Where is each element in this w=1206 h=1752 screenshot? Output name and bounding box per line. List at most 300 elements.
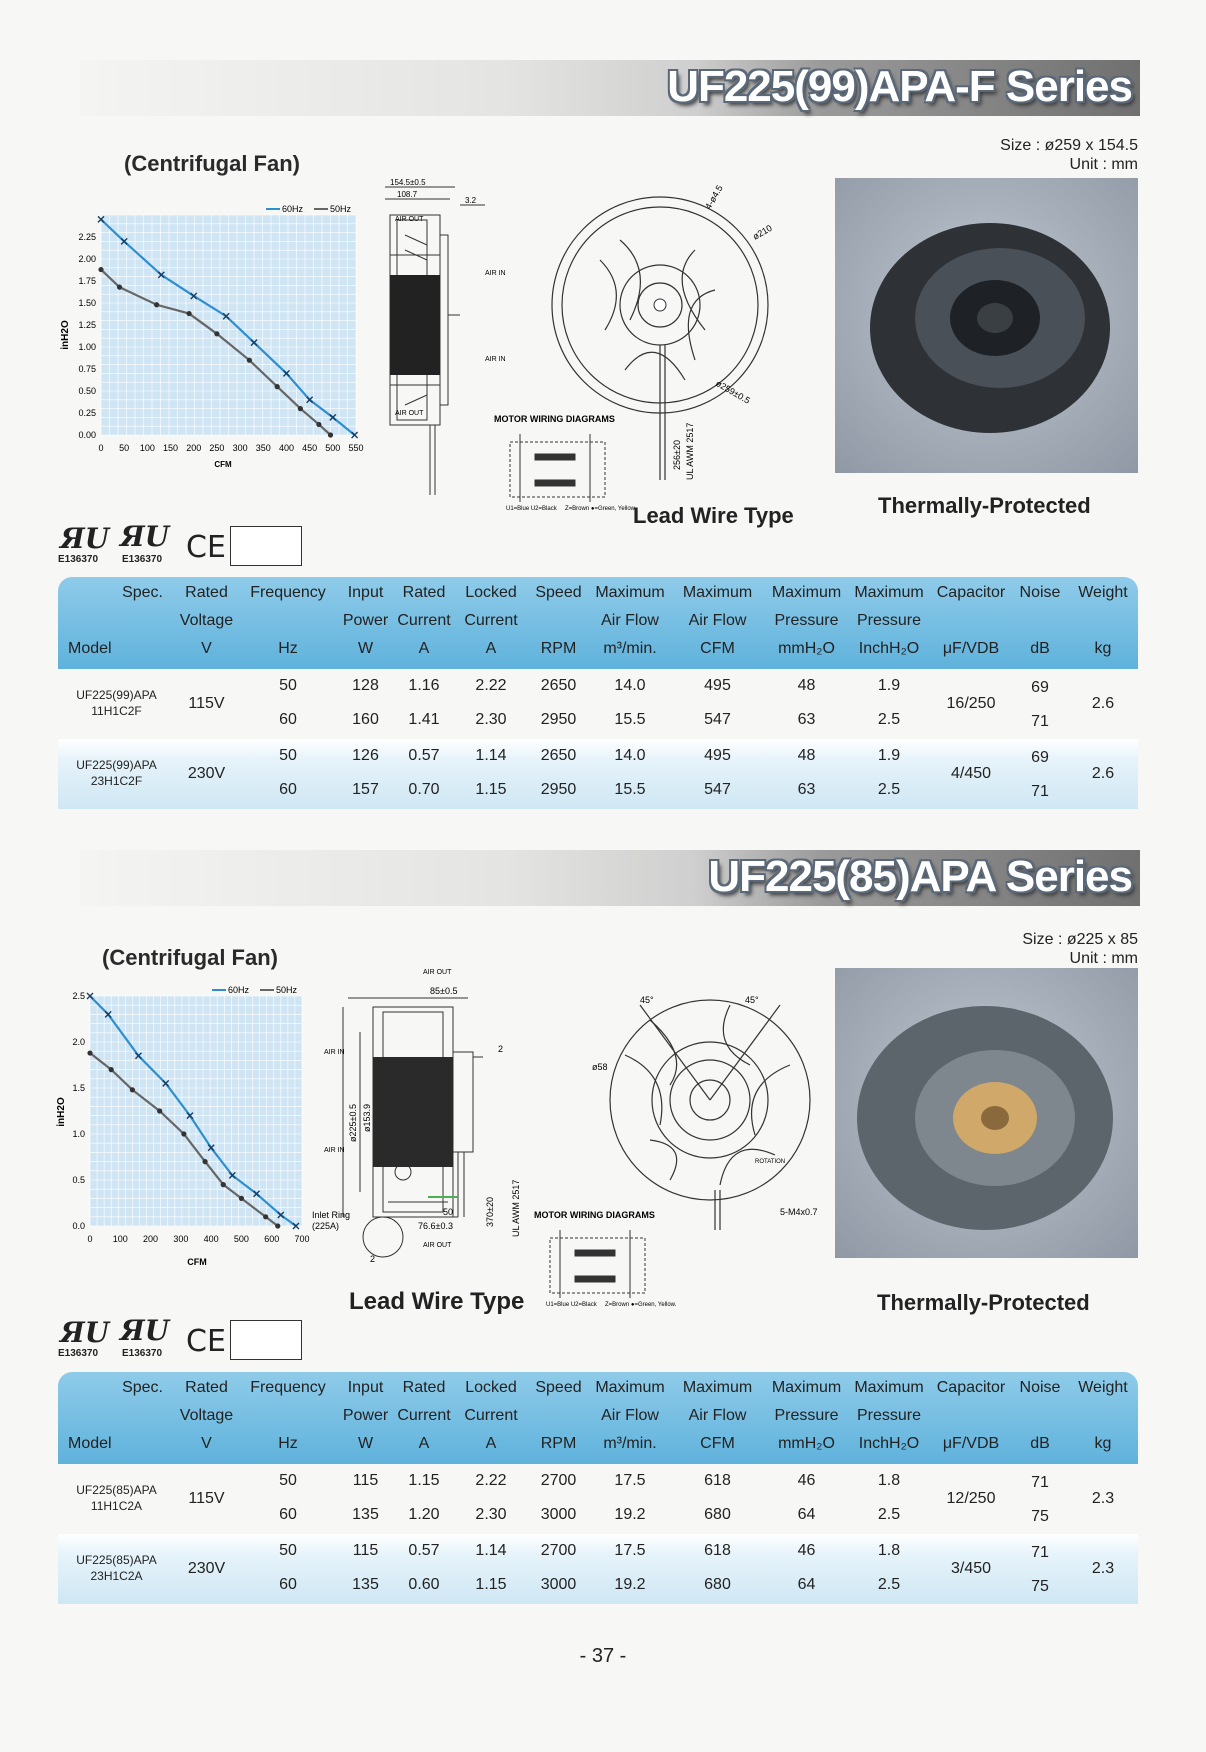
data-point bbox=[239, 1196, 244, 1201]
header-cell: RPM bbox=[540, 1435, 577, 1452]
data-point bbox=[157, 1108, 162, 1113]
data-point bbox=[87, 1050, 92, 1055]
y-tick-label: 0.25 bbox=[78, 408, 96, 418]
table-cell: 1.8 bbox=[877, 1542, 901, 1559]
header-cell: Model bbox=[68, 640, 112, 657]
table-cell: 547 bbox=[704, 781, 731, 798]
y-tick-label: 2.00 bbox=[78, 254, 96, 264]
header-cell: Current bbox=[397, 1407, 451, 1424]
model-name: UF225(85)APA bbox=[76, 1483, 157, 1497]
header-cell: V bbox=[201, 640, 212, 657]
y-tick-label: 1.50 bbox=[78, 298, 96, 308]
pressure-flow-chart-2 bbox=[52, 982, 312, 1272]
table-header bbox=[58, 1372, 1138, 1464]
table-cell: 135 bbox=[352, 1506, 379, 1523]
y-tick-label: 2.5 bbox=[72, 991, 85, 1001]
cert-number: E136370 bbox=[58, 1348, 99, 1359]
inlet-ring-label: (225A) bbox=[312, 1221, 340, 1231]
side-view-drawing-2 bbox=[308, 962, 528, 1272]
header-cell: Current bbox=[464, 612, 518, 629]
table-header bbox=[58, 577, 1138, 669]
air-in-label: AIR IN bbox=[324, 1147, 345, 1154]
header-cell: Spec. bbox=[122, 1379, 163, 1396]
x-tick-label: 250 bbox=[209, 443, 225, 453]
weight-cell: 2.3 bbox=[1091, 1560, 1115, 1577]
air-out-label: AIR OUT bbox=[395, 216, 424, 223]
section-1-title: UF225(99)APA-F Series bbox=[667, 62, 1132, 111]
header-cell: Maximum bbox=[771, 1379, 842, 1396]
x-tick-label: 200 bbox=[143, 1234, 159, 1244]
table-cell: 160 bbox=[352, 711, 379, 728]
table-cell: 17.5 bbox=[614, 1472, 646, 1489]
x-tick-label: 50 bbox=[119, 443, 130, 453]
data-point bbox=[275, 384, 280, 389]
pressure-flow-chart-1 bbox=[56, 195, 366, 470]
air-in-label: AIR IN bbox=[485, 270, 506, 277]
header-cell: mmH₂O bbox=[778, 1435, 835, 1452]
unit-line: Unit : mm bbox=[1069, 156, 1138, 173]
y-tick-label: 2.25 bbox=[78, 232, 96, 242]
ce-mark: CE bbox=[186, 530, 226, 565]
header-cell: Capacitor bbox=[936, 1379, 1006, 1396]
wire-length-label: 256±20 bbox=[672, 440, 682, 470]
header-cell: Speed bbox=[535, 1379, 582, 1396]
cul-logo: ЯU bbox=[120, 1314, 170, 1347]
noise-cell: 75 bbox=[1031, 1578, 1049, 1595]
x-tick-label: 400 bbox=[203, 1234, 219, 1244]
header-cell: Maximum bbox=[595, 584, 665, 601]
section-2-subtitle: (Centrifugal Fan) bbox=[102, 945, 278, 970]
voltage-cell: 115V bbox=[188, 695, 225, 712]
weight-cell: 2.3 bbox=[1091, 1490, 1115, 1507]
table-cell: 50 bbox=[279, 677, 297, 694]
table-cell: 0.70 bbox=[408, 781, 440, 798]
y-tick-label: 0.0 bbox=[72, 1221, 85, 1231]
header-cell: Spec. bbox=[122, 584, 163, 601]
x-tick-label: 350 bbox=[255, 443, 271, 453]
header-cell: Maximum bbox=[854, 584, 924, 601]
legend-label: 50Hz bbox=[330, 204, 352, 214]
tuv-certified-logo bbox=[230, 526, 302, 566]
x-tick-label: 200 bbox=[186, 443, 202, 453]
holes-label: 4-ø4.5 bbox=[703, 183, 725, 211]
data-point bbox=[328, 432, 333, 437]
table-cell: 1.15 bbox=[475, 1576, 507, 1593]
header-cell: Voltage bbox=[179, 1407, 234, 1424]
table-cell: 50 bbox=[279, 1542, 297, 1559]
dim-label: 2 bbox=[498, 1044, 504, 1054]
wiring-title: MOTOR WIRING DIAGRAMS bbox=[534, 1210, 655, 1220]
header-cell: Input bbox=[347, 1379, 384, 1396]
inlet-ring-label: Inlet Ring bbox=[312, 1210, 351, 1220]
header-cell: Maximum bbox=[771, 584, 842, 601]
header-cell: InchH₂O bbox=[858, 1435, 920, 1452]
table-cell: 60 bbox=[279, 1506, 297, 1523]
x-tick-label: 100 bbox=[112, 1234, 128, 1244]
air-in-label: AIR IN bbox=[324, 1049, 345, 1056]
header-cell: Air Flow bbox=[601, 1407, 659, 1424]
fan-image bbox=[835, 178, 1138, 473]
header-cell: A bbox=[418, 1435, 430, 1452]
weight-cell: 2.6 bbox=[1091, 695, 1115, 712]
table-cell: 2.22 bbox=[475, 677, 507, 694]
header-cell: Power bbox=[342, 1407, 389, 1424]
table-cell: 63 bbox=[797, 711, 816, 728]
table-cell: 17.5 bbox=[614, 1542, 646, 1559]
noise-cell: 71 bbox=[1031, 783, 1049, 800]
header-cell: InchH₂O bbox=[858, 640, 920, 657]
header-cell: Speed bbox=[535, 584, 582, 601]
noise-cell: 71 bbox=[1031, 1474, 1049, 1491]
table-cell: 495 bbox=[704, 677, 731, 694]
table-cell: 3000 bbox=[540, 1576, 577, 1593]
header-cell: Pressure bbox=[856, 1407, 922, 1424]
model-name: 11H1C2A bbox=[90, 1499, 143, 1513]
air-out-label: AIR OUT bbox=[395, 410, 424, 417]
section-1-banner bbox=[80, 60, 1140, 116]
table-cell: 2.5 bbox=[877, 781, 901, 798]
size-line: Size : ø225 x 85 bbox=[1022, 931, 1138, 948]
screws-label: 5-M4x0.7 bbox=[780, 1207, 818, 1217]
header-cell: Rated bbox=[185, 584, 228, 601]
capacitor-cell: 16/250 bbox=[946, 695, 996, 712]
section-2-banner bbox=[80, 850, 1140, 906]
cert-number: E136370 bbox=[122, 1348, 163, 1359]
table-cell: 1.15 bbox=[408, 1472, 440, 1489]
ul-logo: ЯU bbox=[60, 522, 110, 555]
table-cell: 618 bbox=[704, 1472, 731, 1489]
thermal-caption: Thermally-Protected bbox=[878, 493, 1091, 518]
angle-label: 45° bbox=[640, 995, 654, 1005]
section-2-title: UF225(85)APA Series bbox=[708, 852, 1132, 901]
table-cell: 0.57 bbox=[408, 747, 440, 764]
table-cell: 2700 bbox=[540, 1542, 577, 1559]
header-cell: Pressure bbox=[856, 612, 922, 629]
table-cell: 1.9 bbox=[877, 677, 901, 694]
noise-cell: 75 bbox=[1031, 1508, 1049, 1525]
diameter-label: ø210 bbox=[751, 222, 774, 242]
header-cell: Voltage bbox=[179, 612, 234, 629]
cert-number: E136370 bbox=[58, 554, 99, 565]
table-cell: 3000 bbox=[540, 1506, 577, 1523]
voltage-cell: 115V bbox=[188, 1490, 225, 1507]
header-cell: Maximum bbox=[854, 1379, 924, 1396]
data-point bbox=[221, 1182, 226, 1187]
header-cell: dB bbox=[1030, 640, 1050, 657]
data-point bbox=[202, 1159, 207, 1164]
table-cell: 14.0 bbox=[614, 747, 646, 764]
noise-cell: 69 bbox=[1031, 749, 1049, 766]
table-cell: 618 bbox=[704, 1542, 731, 1559]
wire-spec-label: UL AWM 2517 bbox=[511, 1179, 521, 1237]
model-name: 11H1C2F bbox=[91, 704, 142, 718]
noise-cell: 69 bbox=[1031, 679, 1049, 696]
header-cell: Capacitor bbox=[936, 584, 1006, 601]
table-cell: 680 bbox=[704, 1506, 731, 1523]
diameter-label: ø153.9 bbox=[362, 1103, 372, 1132]
header-cell: Maximum bbox=[595, 1379, 665, 1396]
capacitor-cell: 12/250 bbox=[946, 1490, 996, 1507]
front-view-drawing-2 bbox=[580, 985, 830, 1245]
cul-logo: ЯU bbox=[120, 520, 170, 553]
y-tick-label: 0.50 bbox=[78, 386, 96, 396]
table-cell: 2.30 bbox=[475, 1506, 507, 1523]
header-cell: mmH₂O bbox=[778, 640, 835, 657]
table-cell: 2.5 bbox=[877, 1576, 901, 1593]
x-tick-label: 500 bbox=[325, 443, 341, 453]
y-tick-label: 1.00 bbox=[78, 342, 96, 352]
header-cell: V bbox=[201, 1435, 212, 1452]
table-cell: 1.9 bbox=[877, 747, 901, 764]
x-tick-label: 0 bbox=[98, 443, 104, 453]
header-cell: Rated bbox=[402, 584, 446, 601]
header-cell: Frequency bbox=[250, 584, 326, 601]
header-cell: A bbox=[485, 640, 497, 657]
table-cell: 2650 bbox=[540, 677, 577, 694]
tuv-certified-logo bbox=[230, 1320, 302, 1360]
voltage-cell: 230V bbox=[187, 765, 226, 782]
header-cell: Rated bbox=[402, 1379, 446, 1396]
voltage-cell: 230V bbox=[187, 1560, 226, 1577]
table-cell: 60 bbox=[279, 711, 297, 728]
table-cell: 46 bbox=[797, 1472, 816, 1489]
lead-wire-caption: Lead Wire Type bbox=[633, 503, 794, 528]
header-cell: Maximum bbox=[682, 584, 753, 601]
wiring-legend: U1=Blue U2=Black bbox=[546, 1302, 597, 1308]
header-cell: m³/min. bbox=[603, 640, 657, 657]
header-cell: Hz bbox=[278, 1435, 298, 1452]
x-tick-label: 600 bbox=[264, 1234, 280, 1244]
dim-label: 154.5±0.5 bbox=[390, 178, 426, 187]
x-tick-label: 300 bbox=[173, 1234, 189, 1244]
header-cell: μF/VDB bbox=[942, 1435, 1000, 1452]
air-out-label: AIR OUT bbox=[423, 1242, 452, 1249]
header-cell: A bbox=[418, 640, 430, 657]
dim-label: 108.7 bbox=[397, 190, 418, 199]
data-point bbox=[186, 311, 191, 316]
dim-label: 2 bbox=[370, 1254, 376, 1264]
ul-logo: ЯU bbox=[60, 1316, 110, 1349]
header-cell: kg bbox=[1094, 1435, 1112, 1452]
table-cell: 1.20 bbox=[408, 1506, 440, 1523]
header-cell: Air Flow bbox=[688, 1407, 747, 1424]
data-point bbox=[117, 285, 122, 290]
capacitor-cell: 3/450 bbox=[950, 1560, 992, 1577]
model-name: 23H1C2F bbox=[90, 774, 143, 788]
table-cell: 64 bbox=[797, 1506, 816, 1523]
table-cell: 19.2 bbox=[614, 1506, 646, 1523]
header-cell: RPM bbox=[540, 640, 577, 657]
y-axis-label: inH2O bbox=[60, 320, 71, 350]
data-point bbox=[181, 1131, 186, 1136]
table-cell: 48 bbox=[797, 747, 816, 764]
wiring-legend: U1=Blue U2=Black bbox=[506, 506, 557, 512]
x-tick-label: 100 bbox=[139, 443, 155, 453]
x-tick-label: 400 bbox=[278, 443, 294, 453]
data-point bbox=[154, 302, 159, 307]
header-cell: Weight bbox=[1078, 584, 1128, 601]
x-tick-label: 500 bbox=[233, 1234, 249, 1244]
table-cell: 46 bbox=[797, 1542, 816, 1559]
section-2-size bbox=[1022, 930, 1138, 968]
table-cell: 64 bbox=[797, 1576, 816, 1593]
header-cell: Pressure bbox=[774, 612, 839, 629]
header-cell: μF/VDB bbox=[942, 640, 1000, 657]
header-cell: Air Flow bbox=[688, 612, 747, 629]
wire-length-label: 370±20 bbox=[485, 1197, 495, 1227]
dim-label: 50 bbox=[443, 1207, 454, 1217]
header-cell: A bbox=[485, 1435, 497, 1452]
wiring-legend: Z=Brown ●=Green, Yellow bbox=[565, 506, 635, 512]
table-cell: 0.57 bbox=[408, 1542, 440, 1559]
table-cell: 48 bbox=[797, 677, 816, 694]
table-cell: 14.0 bbox=[614, 677, 646, 694]
table-cell: 1.8 bbox=[877, 1472, 901, 1489]
header-cell: Frequency bbox=[250, 1379, 326, 1396]
x-tick-label: 150 bbox=[163, 443, 179, 453]
diameter-label: ø225±0.5 bbox=[348, 1104, 358, 1142]
header-cell: Locked bbox=[465, 1379, 517, 1396]
certification-marks-1 bbox=[58, 520, 308, 568]
section-1-size bbox=[1000, 136, 1138, 174]
table-cell: 2650 bbox=[540, 747, 577, 764]
fan-photo-1 bbox=[835, 178, 1138, 473]
y-tick-label: 0.75 bbox=[78, 364, 96, 374]
table-cell: 2.30 bbox=[475, 711, 507, 728]
rotation-label: ROTATION bbox=[755, 1159, 786, 1165]
y-tick-label: 1.0 bbox=[72, 1129, 85, 1139]
table-cell: 2.5 bbox=[877, 1506, 901, 1523]
table-cell: 1.15 bbox=[475, 781, 507, 798]
table-cell: 15.5 bbox=[614, 711, 646, 728]
lead-wire-caption: Lead Wire Type bbox=[349, 1288, 525, 1315]
header-cell: kg bbox=[1094, 640, 1112, 657]
diameter-label: ø259±0.5 bbox=[714, 378, 752, 406]
legend-label: 50Hz bbox=[276, 985, 298, 995]
data-point bbox=[214, 331, 219, 336]
table-cell: 2950 bbox=[540, 781, 577, 798]
table-cell: 0.60 bbox=[408, 1576, 440, 1593]
table-cell: 50 bbox=[279, 1472, 297, 1489]
data-point bbox=[298, 406, 303, 411]
dim-label: 76.6±0.3 bbox=[418, 1221, 453, 1231]
data-point bbox=[263, 1214, 268, 1219]
x-tick-label: 450 bbox=[302, 443, 318, 453]
table-cell: 1.14 bbox=[475, 1542, 507, 1559]
table-cell: 126 bbox=[352, 747, 379, 764]
header-cell: W bbox=[357, 640, 374, 657]
wiring-legend: Z=Brown ●=Green, Yellow. bbox=[605, 1302, 677, 1308]
header-cell: Pressure bbox=[774, 1407, 839, 1424]
y-tick-label: 1.25 bbox=[78, 320, 96, 330]
legend-label: 60Hz bbox=[228, 985, 250, 995]
header-cell: Locked bbox=[465, 584, 517, 601]
dim-label: 85±0.5 bbox=[430, 986, 458, 996]
model-name: UF225(85)APA bbox=[76, 1553, 157, 1567]
thermal-caption: Thermally-Protected bbox=[877, 1290, 1090, 1315]
x-axis-label: CFM bbox=[187, 1257, 207, 1267]
page-number: - 37 - bbox=[579, 1645, 627, 1667]
capacitor-cell: 4/450 bbox=[950, 765, 992, 782]
header-cell: dB bbox=[1030, 1435, 1050, 1452]
header-cell: CFM bbox=[700, 640, 735, 657]
unit-line: Unit : mm bbox=[1069, 950, 1138, 967]
legend-label: 60Hz bbox=[282, 204, 304, 214]
table-cell: 60 bbox=[279, 1576, 297, 1593]
model-name: UF225(99)APA bbox=[76, 688, 157, 702]
ce-mark: CE bbox=[186, 1324, 226, 1359]
data-point bbox=[130, 1087, 135, 1092]
table-cell: 15.5 bbox=[614, 781, 646, 798]
data-point bbox=[109, 1067, 114, 1072]
table-cell: 50 bbox=[279, 747, 297, 764]
table-cell: 157 bbox=[352, 781, 379, 798]
dim-label: 3.2 bbox=[465, 196, 477, 205]
header-cell: Input bbox=[347, 584, 384, 601]
header-cell: m³/min. bbox=[603, 1435, 657, 1452]
y-tick-label: 0.5 bbox=[72, 1175, 85, 1185]
table-cell: 495 bbox=[704, 747, 731, 764]
wiring-title: MOTOR WIRING DIAGRAMS bbox=[494, 414, 615, 424]
weight-cell: 2.6 bbox=[1091, 765, 1115, 782]
data-point bbox=[98, 267, 103, 272]
data-point bbox=[247, 358, 252, 363]
section-1-subtitle: (Centrifugal Fan) bbox=[124, 151, 300, 176]
x-tick-label: 550 bbox=[348, 443, 364, 453]
table-cell: 115 bbox=[352, 1542, 379, 1559]
table-cell: 115 bbox=[352, 1472, 379, 1489]
table-cell: 547 bbox=[704, 711, 731, 728]
wiring-diagram-2 bbox=[530, 1208, 680, 1318]
cert-number: E136370 bbox=[122, 554, 163, 565]
table-cell: 2.22 bbox=[475, 1472, 507, 1489]
x-tick-label: 700 bbox=[294, 1234, 310, 1244]
table-cell: 2.5 bbox=[877, 711, 901, 728]
diameter-label: ø58 bbox=[592, 1062, 608, 1072]
header-cell: Air Flow bbox=[601, 612, 659, 629]
header-cell: Noise bbox=[1019, 584, 1061, 601]
x-tick-label: 0 bbox=[87, 1234, 93, 1244]
table-cell: 1.16 bbox=[408, 677, 440, 694]
wiring-diagram-1 bbox=[490, 412, 640, 522]
header-cell: Hz bbox=[278, 640, 298, 657]
table-cell: 128 bbox=[352, 677, 379, 694]
data-point bbox=[275, 1223, 280, 1228]
certification-marks-2 bbox=[58, 1314, 308, 1362]
table-cell: 2700 bbox=[540, 1472, 577, 1489]
header-cell: CFM bbox=[700, 1435, 735, 1452]
table-cell: 680 bbox=[704, 1576, 731, 1593]
table-cell: 135 bbox=[352, 1576, 379, 1593]
y-tick-label: 0.00 bbox=[78, 430, 96, 440]
table-cell: 2950 bbox=[540, 711, 577, 728]
air-in-label: AIR IN bbox=[485, 356, 506, 363]
y-tick-label: 1.75 bbox=[78, 276, 96, 286]
header-cell: Rated bbox=[185, 1379, 228, 1396]
table-cell: 1.14 bbox=[475, 747, 507, 764]
x-tick-label: 300 bbox=[232, 443, 248, 453]
wire-spec-label: UL AWM 2517 bbox=[685, 422, 695, 480]
data-point bbox=[316, 422, 321, 427]
y-tick-label: 2.0 bbox=[72, 1037, 85, 1047]
x-axis-label: CFM bbox=[214, 460, 232, 469]
header-cell: Current bbox=[397, 612, 451, 629]
noise-cell: 71 bbox=[1031, 713, 1049, 730]
table-cell: 19.2 bbox=[614, 1576, 646, 1593]
y-axis-label: inH2O bbox=[56, 1097, 67, 1127]
table-cell: 1.41 bbox=[408, 711, 440, 728]
header-cell: Maximum bbox=[682, 1379, 753, 1396]
